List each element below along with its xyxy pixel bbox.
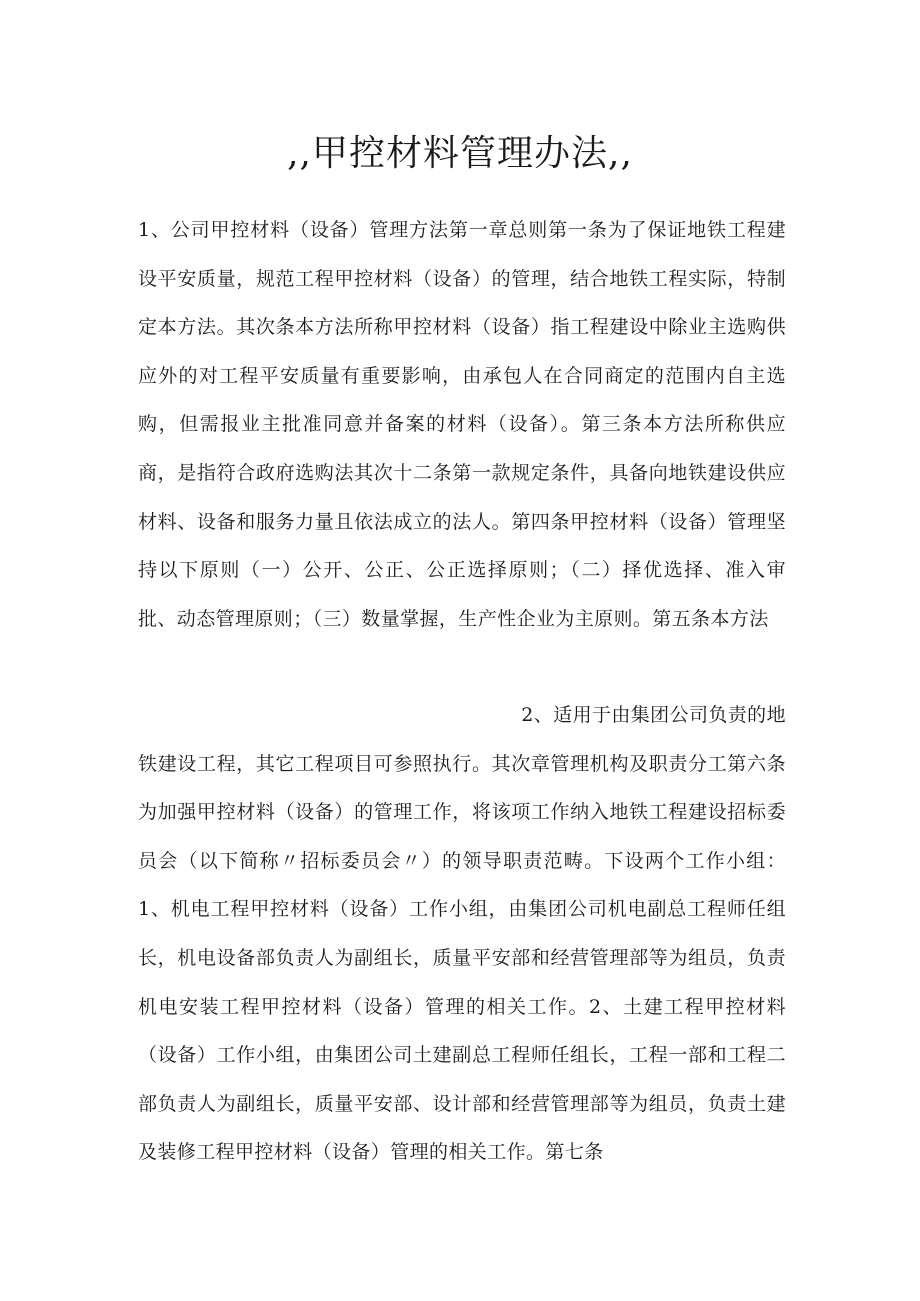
paragraph-2-body: 铁建设工程，其它工程项目可参照执行。其次章管理机构及职责分工第六条为加强甲控材料（设备）的管理工作，将该项工作纳入地铁工程建设招标委员会（以下简称〃招标委员会〃）的领导职责范畴。下设两个工作小组：1、机电工程甲控材料（设备）工作小组，由集团公司机电副总工程师任组长，机电设备部负责人为副组长，质量平安部和经营管理部等为组员，负责机电安装工程甲控材料（设备）管理的相关工作。2、土建工程甲控材料（设备）工作小组，由集团公司土建副总工程师任组长，工程一部和工程二部负责人为副组长，质量平安部、设计部和经营管理部等为组员，负责土建及装修工程甲控材料（设备）管理的相关工作。第七条 — [138, 752, 786, 1164]
paragraph-1: 1、公司甲控材料（设备）管理方法第一章总则第一条为了保证地铁工程建设平安质量，规范工程甲控材料（设备）的管理，结合地铁工程实际，特制定本方法。其次条本方法所称甲控材料（设备）指工程建设中除业主选购供应外的对工程平安质量有重要影响，由承包人在合同商定的范围内自主选购，但需报业主批准同意并备案的材料（设备）。第三条本方法所称供应商，是指符合政府选购法其次十二条第一款规定条件，具备向地铁建设供应材料、设备和服务力量且依法成立的法人。第四条甲控材料（设备）管理坚持以下原则（一）公开、公正、公正选择原则；（二）择优选择、准入审批、动态管理原则；（三）数量掌握，生产性企业为主原则。第五条本方法 — [138, 219, 786, 630]
paragraph-2 — [138, 691, 786, 1177]
document-title: ,,甲控材料管理办法,, — [287, 133, 633, 174]
paragraph-2-lead: 2、适用于由集团公司负责的地 — [521, 704, 786, 726]
